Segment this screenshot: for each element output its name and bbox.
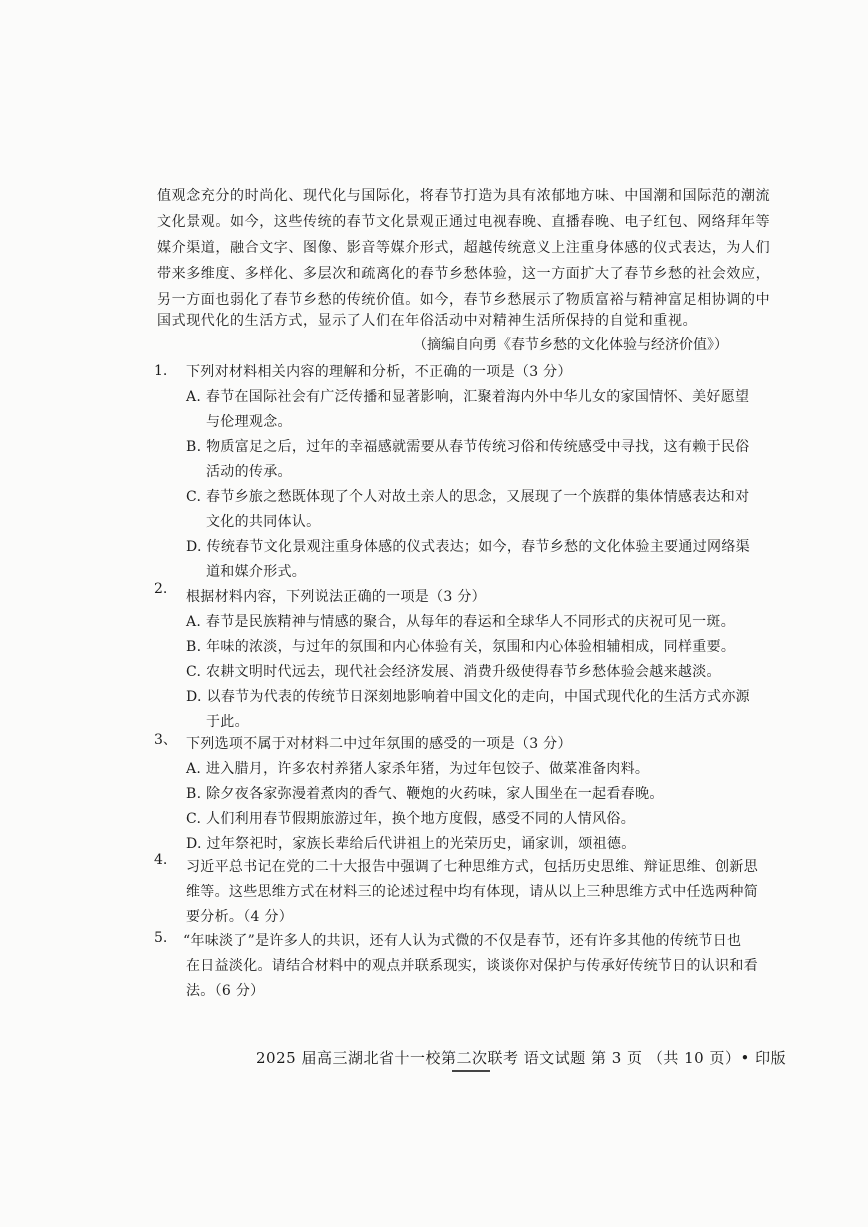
question-line: 在日益淡化。请结合材料中的观点并联系现实，谈谈你对保护与传承好传统节日的认识和看 <box>186 958 758 974</box>
option-d-cont: 道和媒介形式。 <box>206 564 307 580</box>
question-number: 3、 <box>154 732 177 748</box>
question-number: 2. <box>154 581 168 597</box>
option-c: C. 春节乡旅之愁既体现了个人对故土亲人的思念，又展现了一个族群的集体情感表达和对 <box>186 489 750 505</box>
option-b: B. 年味的浓淡，与过年的氛围和内心体验有关，氛围和内心体验相辅相成，同样重要。 <box>186 639 736 655</box>
passage-line: 值观念充分的时尚化、现代化与国际化，将春节打造为具有浓郁地方味、中国潮和国际范的潮流 <box>157 188 771 204</box>
page-footer: 2025 届高三湖北省十一校第二次联考 语文试题 第 3 页 （共 10 页）• 印版 <box>256 1049 787 1067</box>
passage-line: 另一方面也弱化了春节乡愁的传统价值。如今，春节乡愁展示了物质富裕与精神富足相协调的中 <box>157 292 771 308</box>
option-d: D. 传统春节文化景观注重身体感的仪式表达；如今，春节乡愁的文化体验主要通过网络渠 <box>186 539 750 555</box>
option-a: A. 春节是民族精神与情感的聚合，从每年的春运和全球华人不同形式的庆祝可见一斑。 <box>186 614 736 630</box>
question-line: 要分析。（4 分） <box>186 909 294 925</box>
source-note: （摘编自向勇《春节乡愁的文化体验与经济价值》） <box>413 337 728 353</box>
question-number: 5. <box>154 930 168 946</box>
option-d-cont: 于此。 <box>206 714 249 730</box>
question-stem: 下列选项不属于对材料二中过年氛围的感受的一项是（3 分） <box>186 736 572 752</box>
question-number: 1. <box>154 363 168 379</box>
question-line: 维等。这些思维方式在材料三的论述过程中均有体现，请从以上三种思维方式中任选两种简 <box>186 884 758 900</box>
footer-rule <box>452 1070 490 1072</box>
option-c: C. 人们利用春节假期旅游过年，换个地方度假，感受不同的人情风俗。 <box>186 811 636 827</box>
passage-line: 国式现代化的生活方式，显示了人们在年俗活动中对精神生活所保持的自觉和重视。 <box>157 313 698 329</box>
passage-line: 文化景观。如今，这些传统的春节文化景观正通过电视春晚、直播春晚、电子红包、网络拜年等 <box>157 214 771 230</box>
option-a: A. 春节在国际社会有广泛传播和显著影响，汇聚着海内外中华儿女的家国情怀、美好愿望 <box>186 389 750 405</box>
question-line: 法。（6 分） <box>186 983 265 999</box>
question-line: 习近平总书记在党的二十大报告中强调了七种思维方式，包括历史思维、辩证思维、创新思 <box>186 859 758 875</box>
option-d: D. 过年祭祀时，家族长辈给后代讲祖上的光荣历史，诵家训，颂祖德。 <box>186 836 636 852</box>
passage-line: 带来多维度、多样化、多层次和疏离化的春节乡愁体验，这一方面扩大了春节乡愁的社会效应， <box>157 266 771 282</box>
option-d: D. 以春节为代表的传统节日深刻地影响着中国文化的走向，中国式现代化的生活方式亦源 <box>186 689 750 705</box>
option-c: C. 农耕文明时代远去，现代社会经济发展、消费升级使得春节乡愁体验会越来越淡。 <box>186 664 721 680</box>
option-a-cont: 与伦理观念。 <box>206 414 292 430</box>
option-b-cont: 活动的传承。 <box>206 464 292 480</box>
option-b: B. 物质富足之后，过年的幸福感就需要从春节传统习俗和传统感受中寻找，这有赖于民俗 <box>186 439 750 455</box>
option-c-cont: 文化的共同体认。 <box>206 514 321 530</box>
question-stem: 下列对材料相关内容的理解和分析，不正确的一项是（3 分） <box>186 364 572 380</box>
option-b: B. 除夕夜各家弥漫着煮肉的香气、鞭炮的火药味，家人围坐在一起看春晚。 <box>186 786 664 802</box>
question-line: “年味淡了”是许多人的共识，还有人认为式微的不仅是春节，还有许多其他的传统节日也 <box>183 933 742 949</box>
option-a: A. 进入腊月，许多农村养猪人家杀年猪，为过年包饺子、做菜准备肉料。 <box>186 761 650 777</box>
passage-line: 媒介渠道，融合文字、图像、影音等媒介形式，超越传统意义上注重身体感的仪式表达，为人们 <box>157 240 771 256</box>
question-stem: 根据材料内容，下列说法正确的一项是（3 分） <box>186 589 486 605</box>
question-number: 4. <box>154 852 168 868</box>
